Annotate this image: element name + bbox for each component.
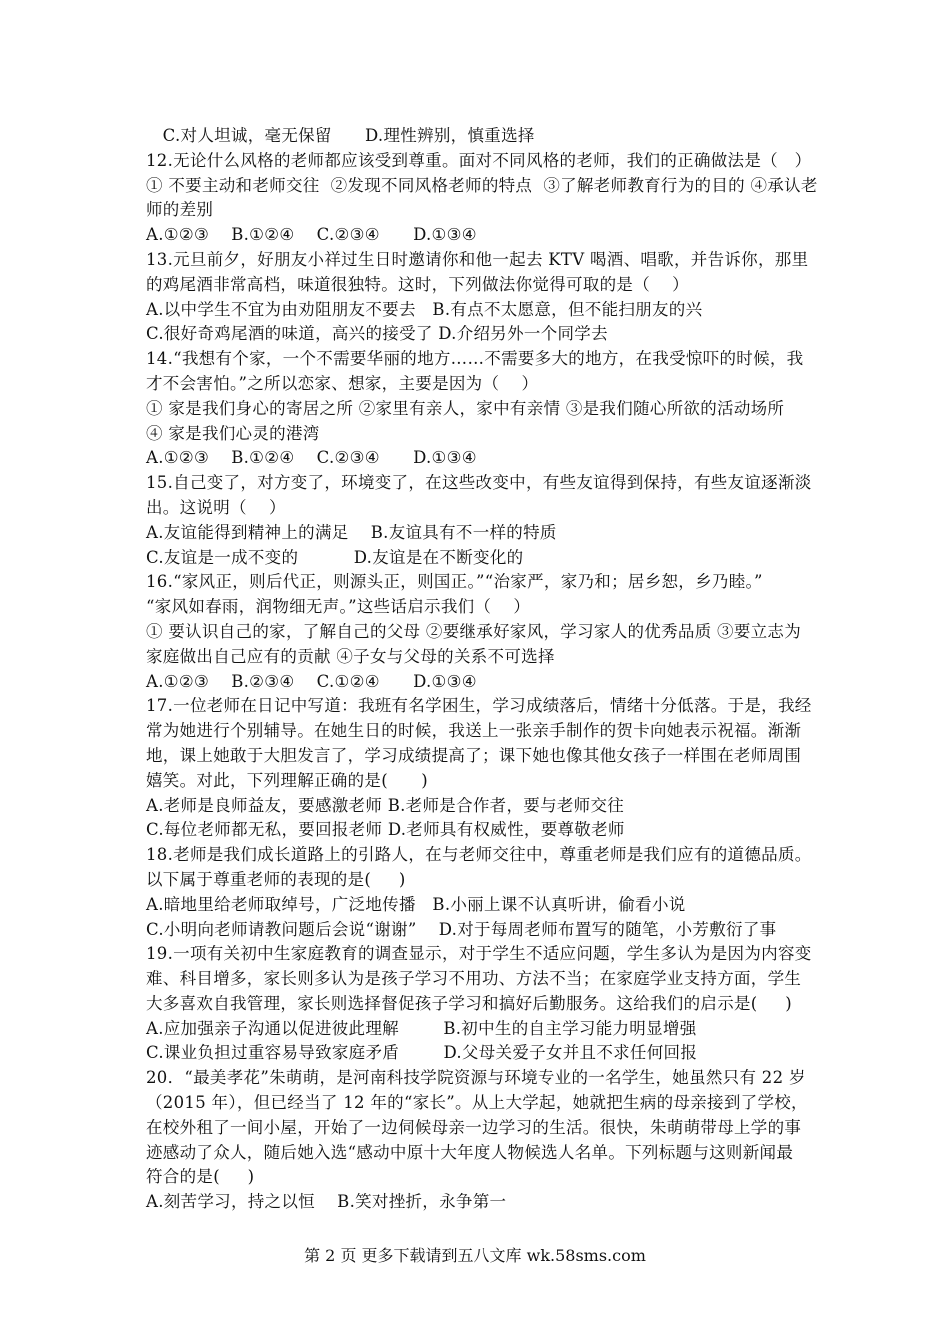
answer-options: A.以中学生不宜为由劝阻朋友不要去 B.有点不太愿意，但不能扫朋友的兴 bbox=[146, 299, 703, 319]
text-line: ④ 家是我们心灵的港湾 bbox=[146, 423, 320, 443]
text-line: 大多喜欢自我管理，家长则选择督促孩子学习和搞好后勤服务。这给我们的启示是( ) bbox=[146, 993, 792, 1013]
answer-options: C.很好奇鸡尾酒的味道，高兴的接受了 D.介绍另外一个同学去 bbox=[146, 324, 608, 344]
question-17-stem: 17.一位老师在日记中写道：我班有名学困生，学习成绩落后，情绪十分低落。于是，我经 bbox=[146, 696, 812, 716]
text-line: 地，课上她敢于大胆发言了，学习成绩提高了；课下她也像其他女孩子一样围在老师周围 bbox=[146, 745, 802, 765]
answer-options: A.友谊能得到精神上的满足 B.友谊具有不一样的特质 bbox=[146, 522, 557, 542]
question-14-stem: 14.“我想有个家，一个不需要华丽的地方……不需要多大的地方，在我受惊吓的时候，我 bbox=[146, 349, 804, 369]
text-line: ① 不要主动和老师交往 ②发现不同风格老师的特点 ③了解老师教育行为的目的 ④承认老 bbox=[146, 175, 818, 195]
text-line: 难、科目增多，家长则多认为是孩子学习不用功、方法不当；在家庭学业支持方面，学生 bbox=[146, 969, 802, 989]
answer-options: A.暗地里给老师取绰号，广泛地传播 B.小丽上课不认真听讲，偷看小说 bbox=[146, 894, 686, 914]
answer-options: A.应加强亲子沟通以促进彼此理解 B.初中生的自主学习能力明显增强 bbox=[146, 1018, 697, 1038]
answer-options: A.①②③ B.①②④ C.②③④ D.①③④ bbox=[146, 225, 477, 245]
question-19-stem: 19.一项有关初中生家庭教育的调查显示，对于学生不适应问题，学生多认为是因为内容变 bbox=[146, 944, 812, 964]
question-15-stem: 15.自己变了，对方变了，环境变了，在这些改变中，有些友谊得到保持，有些友谊逐渐淡 bbox=[146, 473, 812, 493]
question-13-stem: 13.元旦前夕，好朋友小祥过生日时邀请你和他一起去 KTV 喝酒、唱歌，并告诉你，那里 bbox=[146, 249, 809, 269]
answer-options: C.课业负担过重容易导致家庭矛盾 D.父母关爱子女并且不求任何回报 bbox=[146, 1043, 698, 1063]
text-line: 出。这说明（ ） bbox=[146, 497, 286, 517]
answer-options: A.①②③ B.②③④ C.①②④ D.①③④ bbox=[146, 671, 477, 691]
text-line: （2015 年），但已经当了 12 年的“家长”。从上大学起，她就把生病的母亲接到了学校， bbox=[146, 1093, 808, 1113]
text-line: 在校外租了一间小屋，开始了一边伺候母亲一边学习的生活。很快，朱萌萌带母上学的事 bbox=[146, 1117, 802, 1137]
text-line: 常为她进行个别辅导。在她生日的时候，我送上一张亲手制作的贺卡向她表示祝福。渐渐 bbox=[146, 721, 802, 741]
answer-options: C.每位老师都无私，要回报老师 D.老师具有权威性，要尊敬老师 bbox=[146, 820, 625, 840]
text-line: 才不会害怕。”之所以恋家、想家，主要是因为（ ） bbox=[146, 373, 539, 393]
page-footer: 第 2 页 更多下载请到五八文库 wk.58sms.com bbox=[304, 1246, 646, 1265]
text-line: 家庭做出自己应有的贡献 ④子女与父母的关系不可选择 bbox=[146, 646, 555, 666]
text-line: ① 要认识自己的家，了解自己的父母 ②要继承好家风，学习家人的优秀品质 ③要立志为 bbox=[146, 621, 802, 641]
question-12-stem: 12.无论什么风格的老师都应该受到尊重。面对不同风格的老师，我们的正确做法是（ ） bbox=[146, 150, 812, 170]
text-line: 迹感动了众人，随后她入选“感动中原十大年度人物候选人名单。下列标题与这则新闻最 bbox=[146, 1142, 794, 1162]
text-line: 以下属于尊重老师的表现的是( ) bbox=[146, 869, 406, 889]
question-20-stem: 20．“最美孝花”朱萌萌，是河南科技学院资源与环境专业的一名学生，她虽然只有 22 岁 bbox=[146, 1068, 806, 1088]
question-16-stem: 16.“家风正，则后代正，则源头正，则国正。”“治家严，家乃和；居乡恕，乡乃睦。” bbox=[146, 572, 763, 592]
text-line: “家风如春雨，润物细无声。”这些话启示我们（ ） bbox=[146, 597, 531, 617]
document-body bbox=[146, 124, 818, 1215]
answer-options: A.①②③ B.①②④ C.②③④ D.①③④ bbox=[146, 448, 477, 468]
text-line: 符合的是( ) bbox=[146, 1167, 255, 1187]
text-line: 嬉笑。对此，下列理解正确的是( ) bbox=[146, 770, 428, 790]
answer-options: A.老师是良师益友，要感激老师 B.老师是合作者，要与老师交往 bbox=[146, 795, 625, 815]
text-line: ① 家是我们身心的寄居之所 ②家里有亲人，家中有亲情 ③是我们随心所欲的活动场所 bbox=[146, 398, 785, 418]
text-line: C.对人坦诚，毫无保留 D.理性辨别，慎重选择 bbox=[146, 126, 535, 145]
question-18-stem: 18.老师是我们成长道路上的引路人，在与老师交往中，尊重老师是我们应有的道德品质。 bbox=[146, 845, 812, 865]
answer-options: A.刻苦学习，持之以恒 B.笑对挫折，永争第一 bbox=[146, 1192, 507, 1212]
text-line: 的鸡尾酒非常高档，味道很独特。这时，下列做法你觉得可取的是（ ） bbox=[146, 274, 689, 294]
answer-options: C.小明向老师请教问题后会说“谢谢” D.对于每周老师布置写的随笔，小芳敷衍了事 bbox=[146, 919, 777, 939]
text-line: 师的差别 bbox=[146, 200, 214, 220]
answer-options: C.友谊是一成不变的 D.友谊是在不断变化的 bbox=[146, 547, 524, 567]
